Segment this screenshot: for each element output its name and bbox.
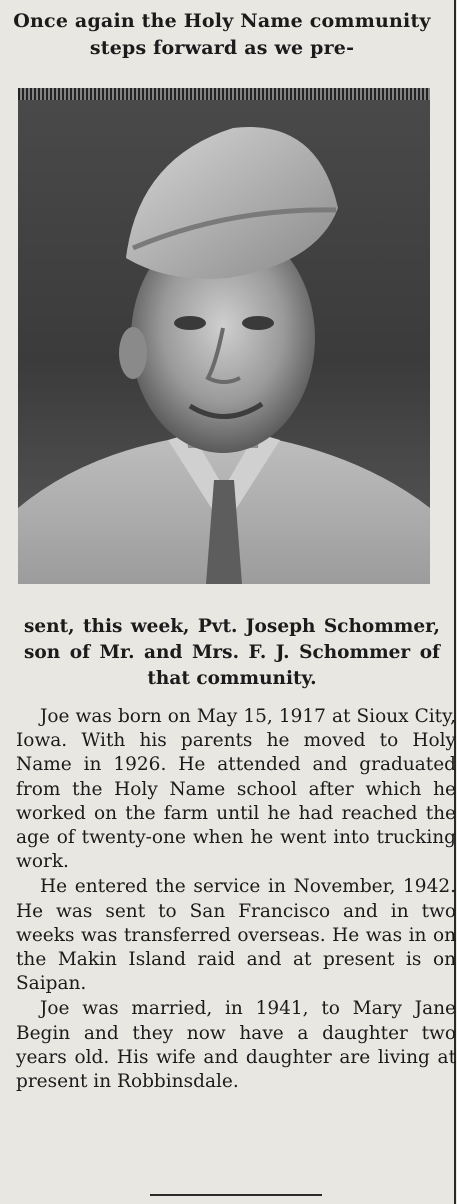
intro-text: Once again the Holy Name community steps forward as we pre- [13,10,431,59]
photo-caption: sent, this week, Pvt. Joseph Schommer, son of Mr. and Mrs. F. J. Schommer of that community. [24,616,440,689]
article-body [16,705,456,1094]
end-rule [150,1194,322,1196]
paragraph-1: Joe was born on May 15, 1917 at Sioux City, Iowa. With his parents he moved to Holy Name in 1926. He attended and graduated from the Holy Name school after which he worked on the farm until he had reached the age of twenty-one when he went into trucking work. [16,706,456,873]
portrait-photo [18,88,430,584]
portrait-illustration [18,88,430,584]
paragraph-3: Joe was married, in 1941, to Mary Jane Begin and they now have a daughter two years old. His wife and daughter are living at present in Robbinsdale. [16,998,456,1093]
paragraph-2: He entered the service in November, 1942. He was sent to San Francisco and in two weeks was transferred overseas. He was in on the Makin Island raid and at present is on Saipan. [16,876,456,995]
